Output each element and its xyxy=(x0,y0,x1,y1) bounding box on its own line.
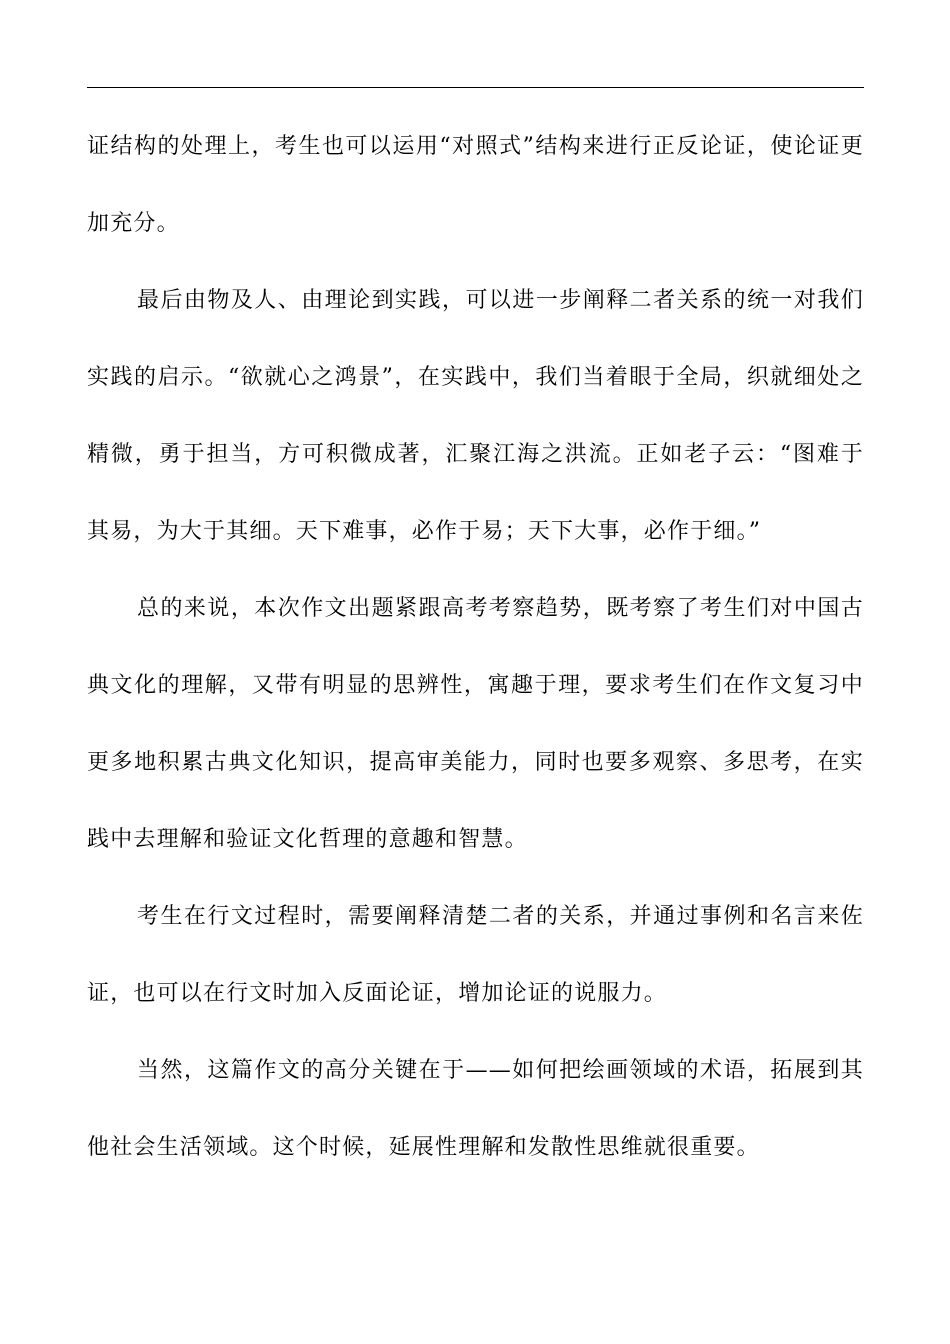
paragraph: 总的来说，本次作文出题紧跟高考考察趋势，既考察了考生们对中国古典文化的理解，又带有明显的思辨性，寓趣于理，要求考生们在作文复习中更多地积累古典文化知识，提高审美能力，同时也要多观察、多思考，在实践中去理解和验证文化哲理的意趣和智慧。 xyxy=(87,596,864,852)
paragraph: 当然，这篇作文的高分关键在于——如何把绘画领域的术语，拓展到其他社会生活领域。这个时候，延展性理解和发散性思维就很重要。 xyxy=(87,1058,864,1160)
paragraph: 最后由物及人、由理论到实践，可以进一步阐释二者关系的统一对我们实践的启示。“欲就心之鸿景”，在实践中，我们当着眼于全局，织就细处之精微，勇于担当，方可积微成著，汇聚江海之洪流。正如老子云：“图难于其易，为大于其细。天下难事，必作于易；天下大事，必作于细。” xyxy=(87,288,864,544)
paragraph-continuation: 证结构的处理上，考生也可以运用“对照式”结构来进行正反论证，使论证更加充分。 xyxy=(87,134,864,236)
header-rule xyxy=(87,87,864,88)
document-body xyxy=(87,108,864,1186)
paragraph: 考生在行文过程时，需要阐释清楚二者的关系，并通过事例和名言来佐证，也可以在行文时加入反面论证，增加论证的说服力。 xyxy=(87,904,864,1006)
